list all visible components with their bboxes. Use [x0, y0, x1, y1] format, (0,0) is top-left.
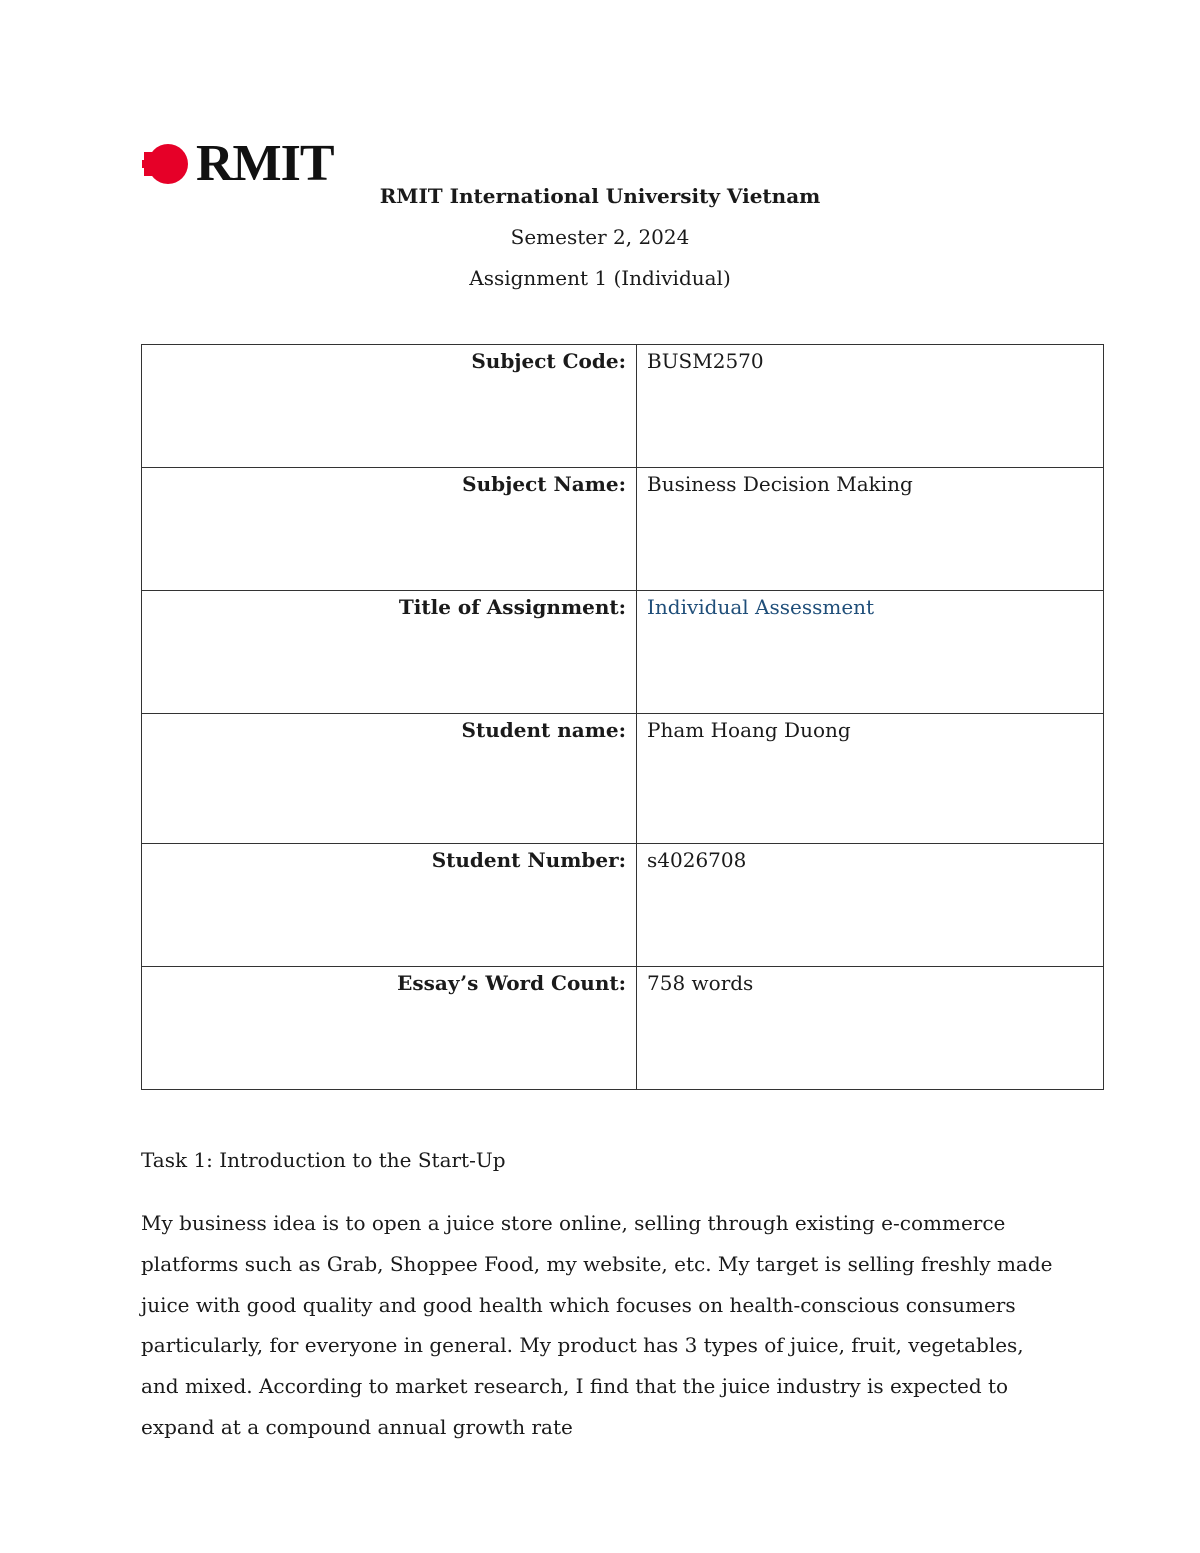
- subject-name-label: Subject Name:: [142, 468, 637, 591]
- word-count-value: 758 words: [637, 967, 1104, 1090]
- logo-wordmark: RMIT: [196, 135, 334, 192]
- task-heading: Task 1: Introduction to the Start-Up: [141, 1148, 506, 1172]
- table-row: [142, 844, 1104, 967]
- table-row: [142, 591, 1104, 714]
- table-row: [142, 714, 1104, 844]
- student-number-label: Student Number:: [142, 844, 637, 967]
- assignment-info-table: [141, 344, 1104, 1090]
- rmit-pixel-logo-icon: [142, 140, 190, 188]
- rmit-logo: [142, 135, 334, 192]
- assignment-title: Assignment 1 (Individual): [469, 266, 731, 290]
- task-paragraph: My business idea is to open a juice store online, selling through existing e-commerce platforms such as Grab, Shoppee Food, my website, etc. My target is selling freshly made juice with good quality and good health which focuses on health-conscious consumers particularly, for everyone in general. My product has 3 types of juice, fruit, vegetables, and mixed. According to market research, I find that the juice industry is expected to expand at a compound annual growth rate: [141, 1211, 1053, 1439]
- table-row: [142, 468, 1104, 591]
- student-number-value: s4026708: [637, 844, 1104, 967]
- semester: Semester 2, 2024: [510, 225, 690, 249]
- subject-code-label: Subject Code:: [142, 345, 637, 468]
- table-row: [142, 967, 1104, 1090]
- university-name: RMIT International University Vietnam: [379, 184, 821, 208]
- student-name-label: Student name:: [142, 714, 637, 844]
- assignment-title-label: Title of Assignment:: [142, 591, 637, 714]
- student-name-value: Pham Hoang Duong: [637, 714, 1104, 844]
- subject-code-value: BUSM2570: [637, 345, 1104, 468]
- word-count-label: Essay’s Word Count:: [142, 967, 637, 1090]
- assignment-title-value: Individual Assessment: [637, 591, 1104, 714]
- subject-name-value: Business Decision Making: [637, 468, 1104, 591]
- table-row: [142, 345, 1104, 468]
